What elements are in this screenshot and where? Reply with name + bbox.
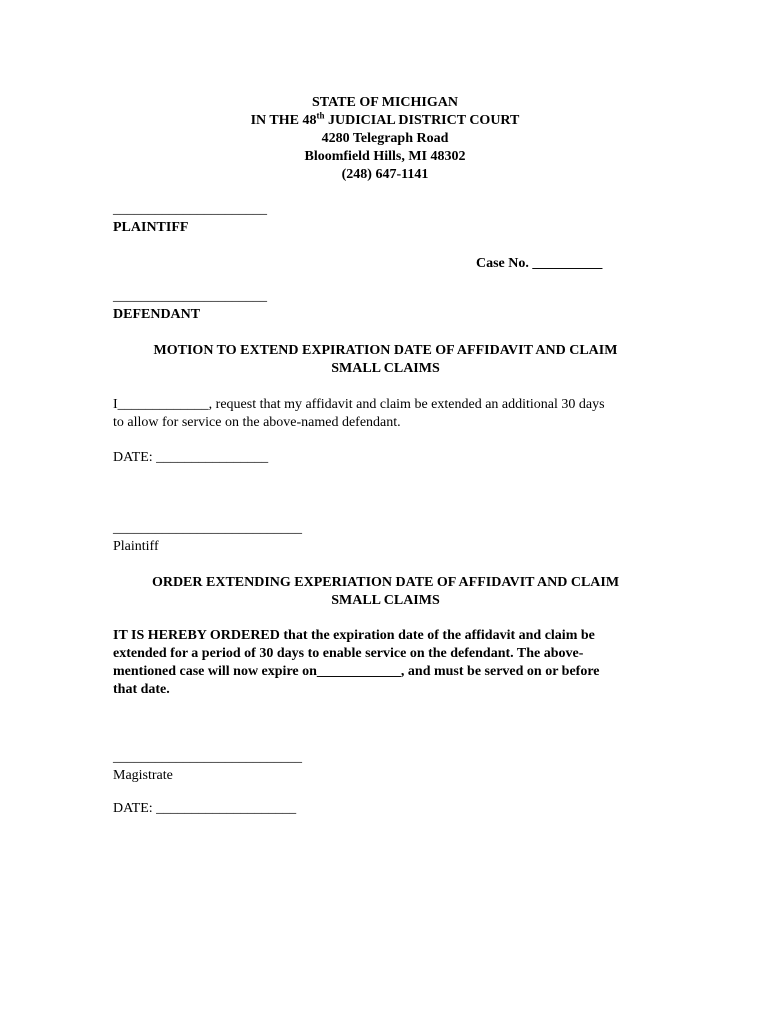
motion-title	[113, 342, 658, 378]
defendant-name-line: ______________________	[113, 289, 267, 304]
defendant-block	[113, 288, 653, 324]
magistrate-signature	[113, 749, 653, 785]
order-body-line3: mentioned case will now expire on____________, and must be served on or before	[113, 664, 600, 679]
court-street: 4280 Telegraph Road	[321, 131, 449, 146]
magistrate-signature-line: ___________________________	[113, 750, 302, 765]
plaintiff-signature-line: ___________________________	[113, 521, 302, 536]
motion-body-line1: I_____________, request that my affidavit and claim be extended an additional 30 days	[113, 397, 605, 412]
plaintiff-signature	[113, 520, 653, 556]
order-body-line2: extended for a period of 30 days to enable service on the defendant. The above-	[113, 646, 584, 661]
order-body-line1: IT IS HEREBY ORDERED that the expiration date of the affidavit and claim be	[113, 628, 595, 643]
plaintiff-label: PLAINTIFF	[113, 220, 189, 235]
plaintiff-block	[113, 201, 653, 237]
defendant-label: DEFENDANT	[113, 307, 201, 322]
plaintiff-name-line: ______________________	[113, 202, 267, 217]
motion-date: DATE: ________________	[113, 450, 269, 465]
ordinal-suffix: th	[316, 110, 325, 121]
motion-body-line2: to allow for service on the above-named defendant.	[113, 415, 401, 430]
magistrate-signature-label: Magistrate	[113, 768, 173, 783]
order-title-line2: SMALL CLAIMS	[331, 593, 440, 608]
state-name: STATE OF MICHIGAN	[312, 95, 458, 110]
court-name	[0, 112, 770, 130]
court-name-prefix: IN THE 48	[250, 113, 317, 128]
order-date: DATE: ____________________	[113, 801, 297, 816]
court-city: Bloomfield Hills, MI 48302	[304, 149, 466, 164]
plaintiff-signature-label: Plaintiff	[113, 539, 159, 554]
order-title-line1: ORDER EXTENDING EXPERIATION DATE OF AFFIDAVIT AND CLAIM	[151, 575, 620, 590]
court-header	[0, 94, 770, 184]
motion-body	[113, 396, 653, 432]
motion-title-line2: SMALL CLAIMS	[331, 361, 440, 376]
court-phone: (248) 647-1141	[341, 167, 429, 182]
case-number: Case No. __________	[476, 256, 603, 271]
order-title	[113, 574, 658, 610]
court-name-suffix: JUDICIAL DISTRICT COURT	[324, 113, 520, 128]
motion-title-line1: MOTION TO EXTEND EXPIRATION DATE OF AFFIDAVIT AND CLAIM	[153, 343, 618, 358]
order-body	[113, 627, 661, 699]
order-body-line4: that date.	[113, 682, 170, 697]
